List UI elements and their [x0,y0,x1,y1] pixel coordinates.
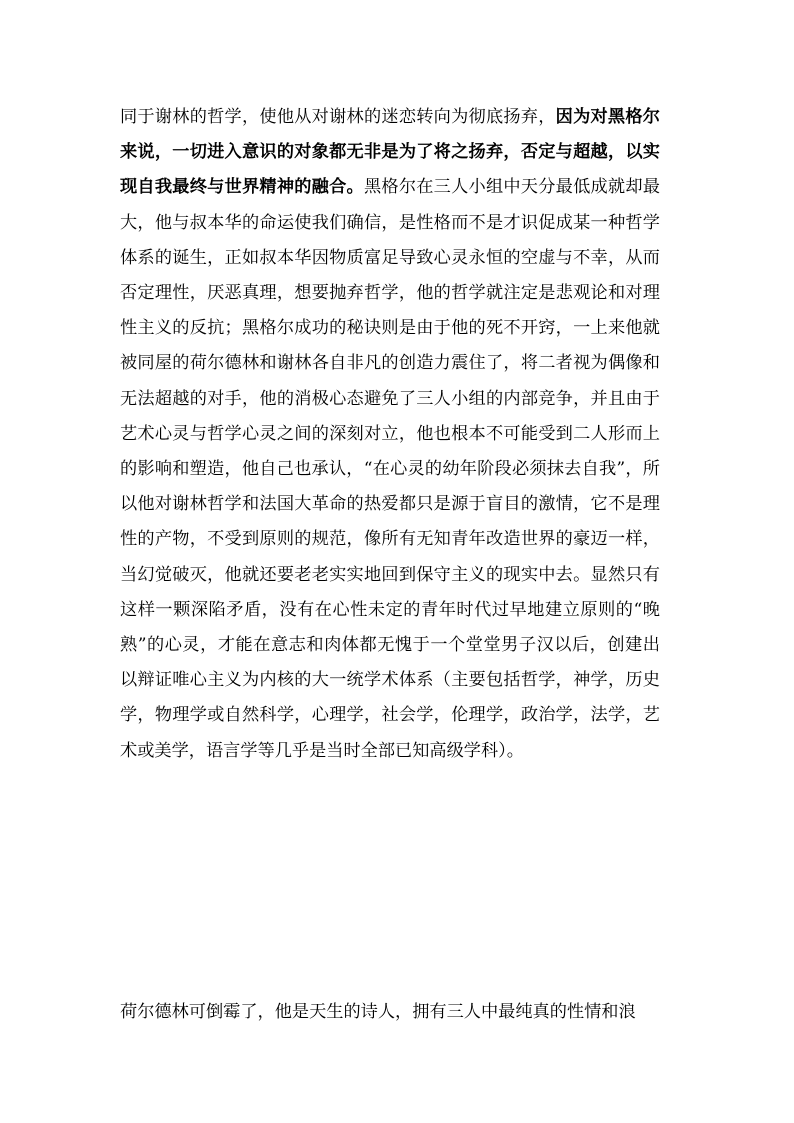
paragraph-text-start: 同于谢林的哲学，使他从对谢林的迷恋转向为彻底扬弃， [120,107,556,127]
bold-emphasis-text: 因为对黑格尔来说，一切进入意识的对象都无非是为了将之扬弃，否定与超越，以实现自我最终与世界精神的融合。 [120,107,660,198]
body-paragraph-2 [120,995,660,1030]
paragraph-text-end: 黑格尔在三人小组中天分最低成就却最大，他与叔本华的命运使我们确信，是性格而不是才识促成某一种哲学体系的诞生，正如叔本华因物质富足导致心灵永恒的空虚与不幸，从而否定理性，厌恶真理，想要抛弃哲学，他的哲学就注定是悲观论和对理性主义的反抗；黑格尔成功的秘诀则是由于他的死不开窍，一上来他就被同屋的荷尔德林和谢林各自非凡的创造力震住了，将二者视为偶像和无法超越的对手，他的消极心态避免了三人小组的内部竞争，并且由于艺术心灵与哲学心灵之间的深刻对立，他也根本不可能受到二人形而上的影响和塑造，他自己也承认，“在心灵的幼年阶段必须抹去自我”，所以他对谢林哲学和法国大革命的热爱都只是源于盲目的激情，它不是理性的产物，不受到原则的规范，像所有无知青年改造世界的豪迈一样，当幻觉破灭，他就还要老老实实地回到保守主义的现实中去。显然只有这样一颗深陷矛盾，没有在心性未定的青年时代过早地建立原则的“晚熟”的心灵，才能在意志和肉体都无愧于一个堂堂男子汉以后，创建出以辩证唯心主义为内核的大一统学术体系（主要包括哲学，神学，历史学，物理学或自然科学，心理学，社会学，伦理学，政治学，法学，艺术或美学，语言学等几乎是当时全部已知高级学科）。 [120,177,660,761]
body-paragraph [120,100,660,769]
paragraph-2-text: 荷尔德林可倒霉了，他是天生的诗人，拥有三人中最纯真的性情和浪 [120,1002,636,1022]
